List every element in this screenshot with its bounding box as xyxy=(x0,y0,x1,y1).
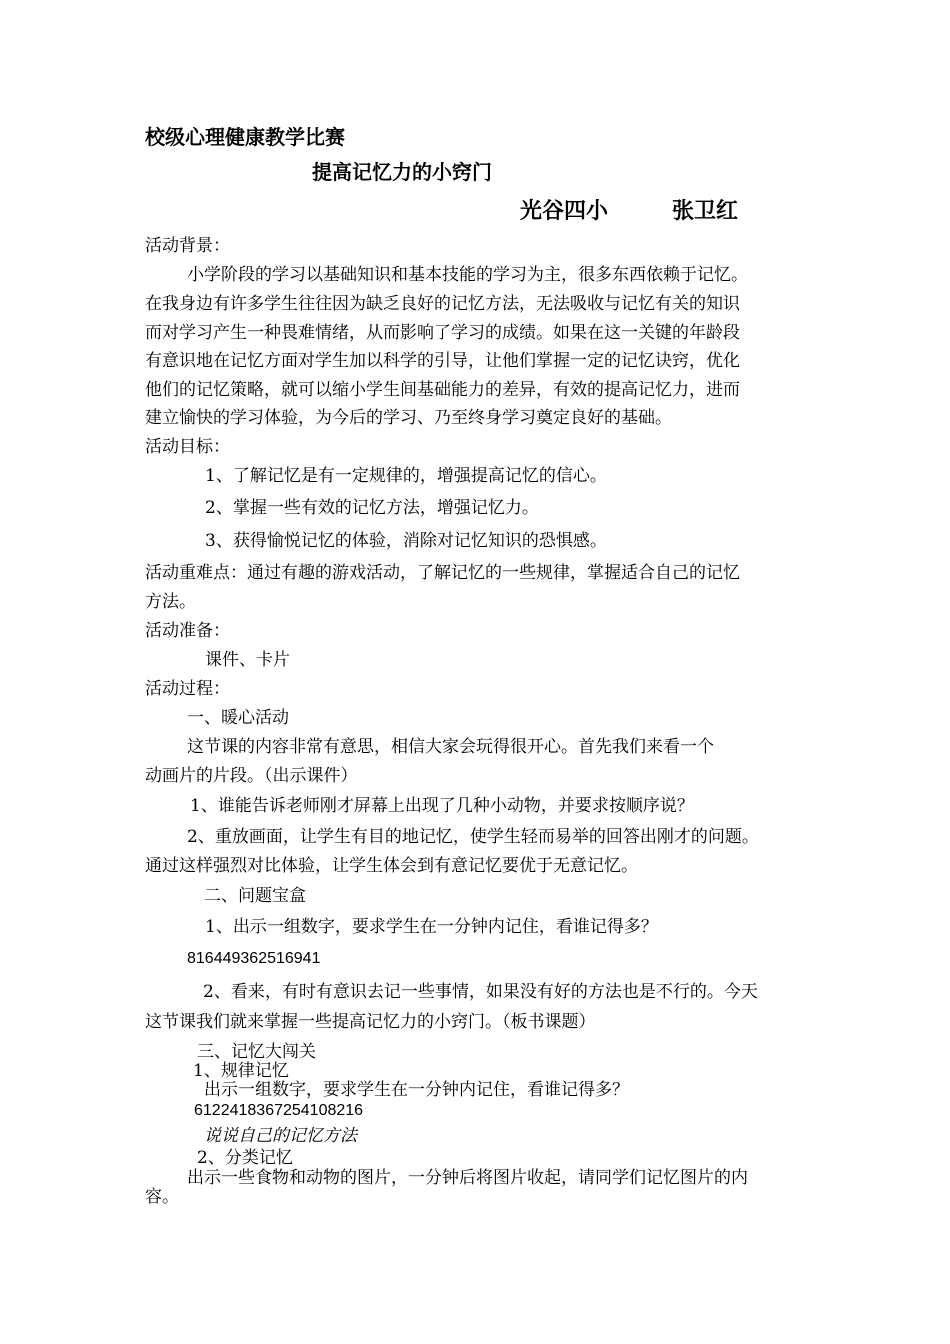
author-name: 张卫红 xyxy=(672,199,739,224)
background-line: 他们的记忆策略，就可以缩小学生间基础能力的差异，有效的提高记忆力，进而 xyxy=(145,380,740,400)
paragraph-line: 出示一些食物和动物的图片，一分钟后将图片收起，请同学们记忆图片的内 xyxy=(187,1168,748,1188)
sub-heading: 1、规律记忆 xyxy=(193,1061,289,1081)
paragraph-line: 2、重放画面，让学生有目的地记忆，使学生轻而易举的回答出刚才的问题。 xyxy=(187,827,759,847)
paragraph-line: 这节课我们就来掌握一些提高记忆力的小窍门。（板书课题） xyxy=(145,1012,596,1032)
prep-label: 活动准备： xyxy=(145,621,230,641)
background-line: 建立愉快的学习体验，为今后的学习、乃至终身学习奠定良好的基础。 xyxy=(145,408,672,428)
background-line: 有意识地在记忆方面对学生加以科学的引导，让他们掌握一定的记忆诀窍，优化 xyxy=(145,351,740,371)
paragraph-line: 通过这样强烈对比体验，让学生体会到有意记忆要优于无意记忆。 xyxy=(145,856,638,876)
sub-heading: 2、分类记忆 xyxy=(197,1148,293,1168)
prep-content: 课件、卡片 xyxy=(205,650,290,670)
paragraph-line: 动画片的片段。（出示课件） xyxy=(145,766,358,786)
keypoints-line: 方法。 xyxy=(145,592,196,612)
paragraph-line: 1、谁能告诉老师刚才屏幕上出现了几种小动物，并要求按顺序说？ xyxy=(190,796,694,816)
background-line: 而对学习产生一种畏难情绪，从而影响了学习的成绩。如果在这一关键的年龄段 xyxy=(145,323,740,343)
background-line: 小学阶段的学习以基础知识和基本技能的学习为主，很多东西依赖于记忆。 xyxy=(187,265,748,285)
keypoints-line: 活动重难点：通过有趣的游戏活动，了解记忆的一些规律，掌握适合自己的记忆 xyxy=(145,563,740,583)
background-label: 活动背景： xyxy=(145,236,230,256)
number-sequence: 612241836725410821​6 xyxy=(194,1102,364,1119)
contest-title: 校级心理健康教学比赛 xyxy=(145,125,345,149)
goal-item: 2、掌握一些有效的记忆方法，增强记忆力。 xyxy=(205,498,539,518)
number-sequence: 816449362516941 xyxy=(187,950,321,967)
background-line: 在我身边有许多学生往往因为缺乏良好的记忆方法，无法吸收与记忆有关的知识 xyxy=(145,294,740,314)
goal-item: 1、了解记忆是有一定规律的，增强提高记忆的信心。 xyxy=(205,466,607,486)
goals-label: 活动目标： xyxy=(145,437,230,457)
paragraph-line: 出示一组数字，要求学生在一分钟内记住，看谁记得多？ xyxy=(204,1080,629,1100)
paragraph-line: 2、看来，有时有意识去记一些事情，如果没有好的方法也是不行的。今天 xyxy=(203,982,758,1002)
goal-item: 3、获得愉悦记忆的体验，消除对记忆知识的恐惧感。 xyxy=(205,531,607,551)
paragraph-line: 容。 xyxy=(145,1187,179,1207)
school-name: 光谷四小 xyxy=(520,199,609,224)
method-note: 说说自己的记忆方法 xyxy=(204,1126,357,1146)
paragraph-line: 这节课的内容非常有意思，相信大家会玩得很开心。首先我们来看一个 xyxy=(187,737,714,757)
process-label: 活动过程： xyxy=(145,679,230,699)
section-heading: 一、暖心活动 xyxy=(187,708,289,728)
section-heading: 二、问题宝盒 xyxy=(204,886,306,906)
section-heading: 三、记忆大闯关 xyxy=(197,1042,316,1062)
page-title: 提高记忆力的小窍门 xyxy=(312,160,492,184)
paragraph-line: 1、出示一组数字，要求学生在一分钟内记住，看谁记得多？ xyxy=(205,917,658,937)
